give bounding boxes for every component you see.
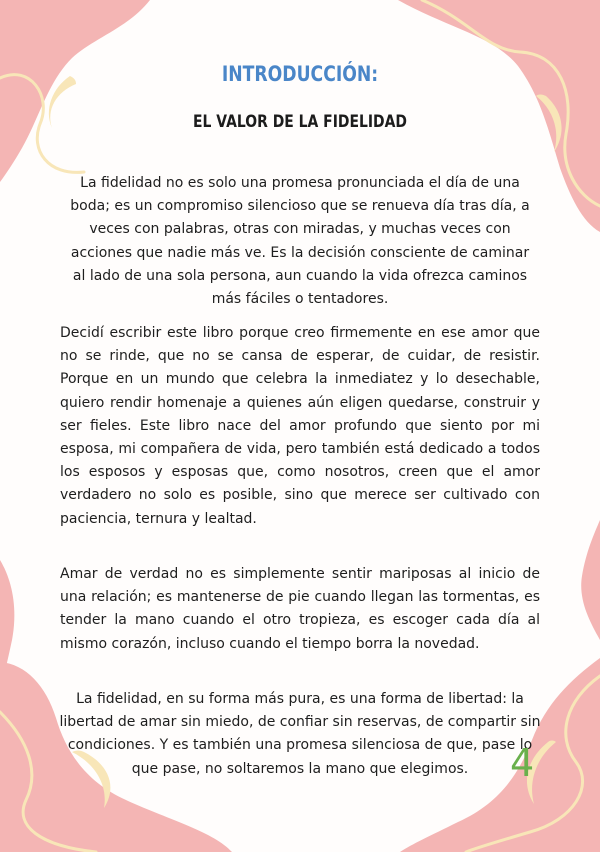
paragraph-3: Amar de verdad no es simplemente sentir mariposas al inicio de una relación; es mantenerse de pie cuando llegan las tormentas, es tender la mano cuando el otro tropieza, es escoger cada día al mismo corazón, incluso cuando el tiempo borra la novedad. [60,566,540,652]
paragraph-4: La fidelidad, en su forma más pura, es una forma de libertad: la libertad de amar sin miedo, de confiar sin reservas, de compartir sin condiciones. Y es también una promesa silenciosa de que, pase lo que pase, no soltaremos la mano que elegimos. [59,691,541,777]
page-number: 4 [510,741,535,785]
paragraph-1: La fidelidad no es solo una promesa pronunciada el día de una boda; es un compromiso silencioso que se renueva día tras día, a veces con palabras, otras con miradas, y muchas veces con acciones que nadie más ve. Es la decisión consciente de caminar al lado de una sola persona, aun cuando la vida ofrezca caminos más fáciles o tentadores. [70,175,530,308]
section-label: INTRODUCCIÓN: [221,62,379,86]
paragraph-2: Decidí escribir este libro porque creo firmemente en ese amor que no se rinde, que no se cansa de esperar, de cuidar, de resistir. Porque en un mundo que celebra la inmediatez y lo desechable, quiero rendir homenaje a quienes aún eligen quedarse, construir y ser fieles. Este libro nace del amor profundo que siento por mi esposa, mi compañera de vida, pero también está dedicado a todos los esposos y esposas que, como nosotros, creen que el amor verdadero no solo es posible, sino que merece ser cultivado con paciencia, ternura y lealtad. [60,325,540,527]
page-title: EL VALOR DE LA FIDELIDAD [193,112,407,132]
